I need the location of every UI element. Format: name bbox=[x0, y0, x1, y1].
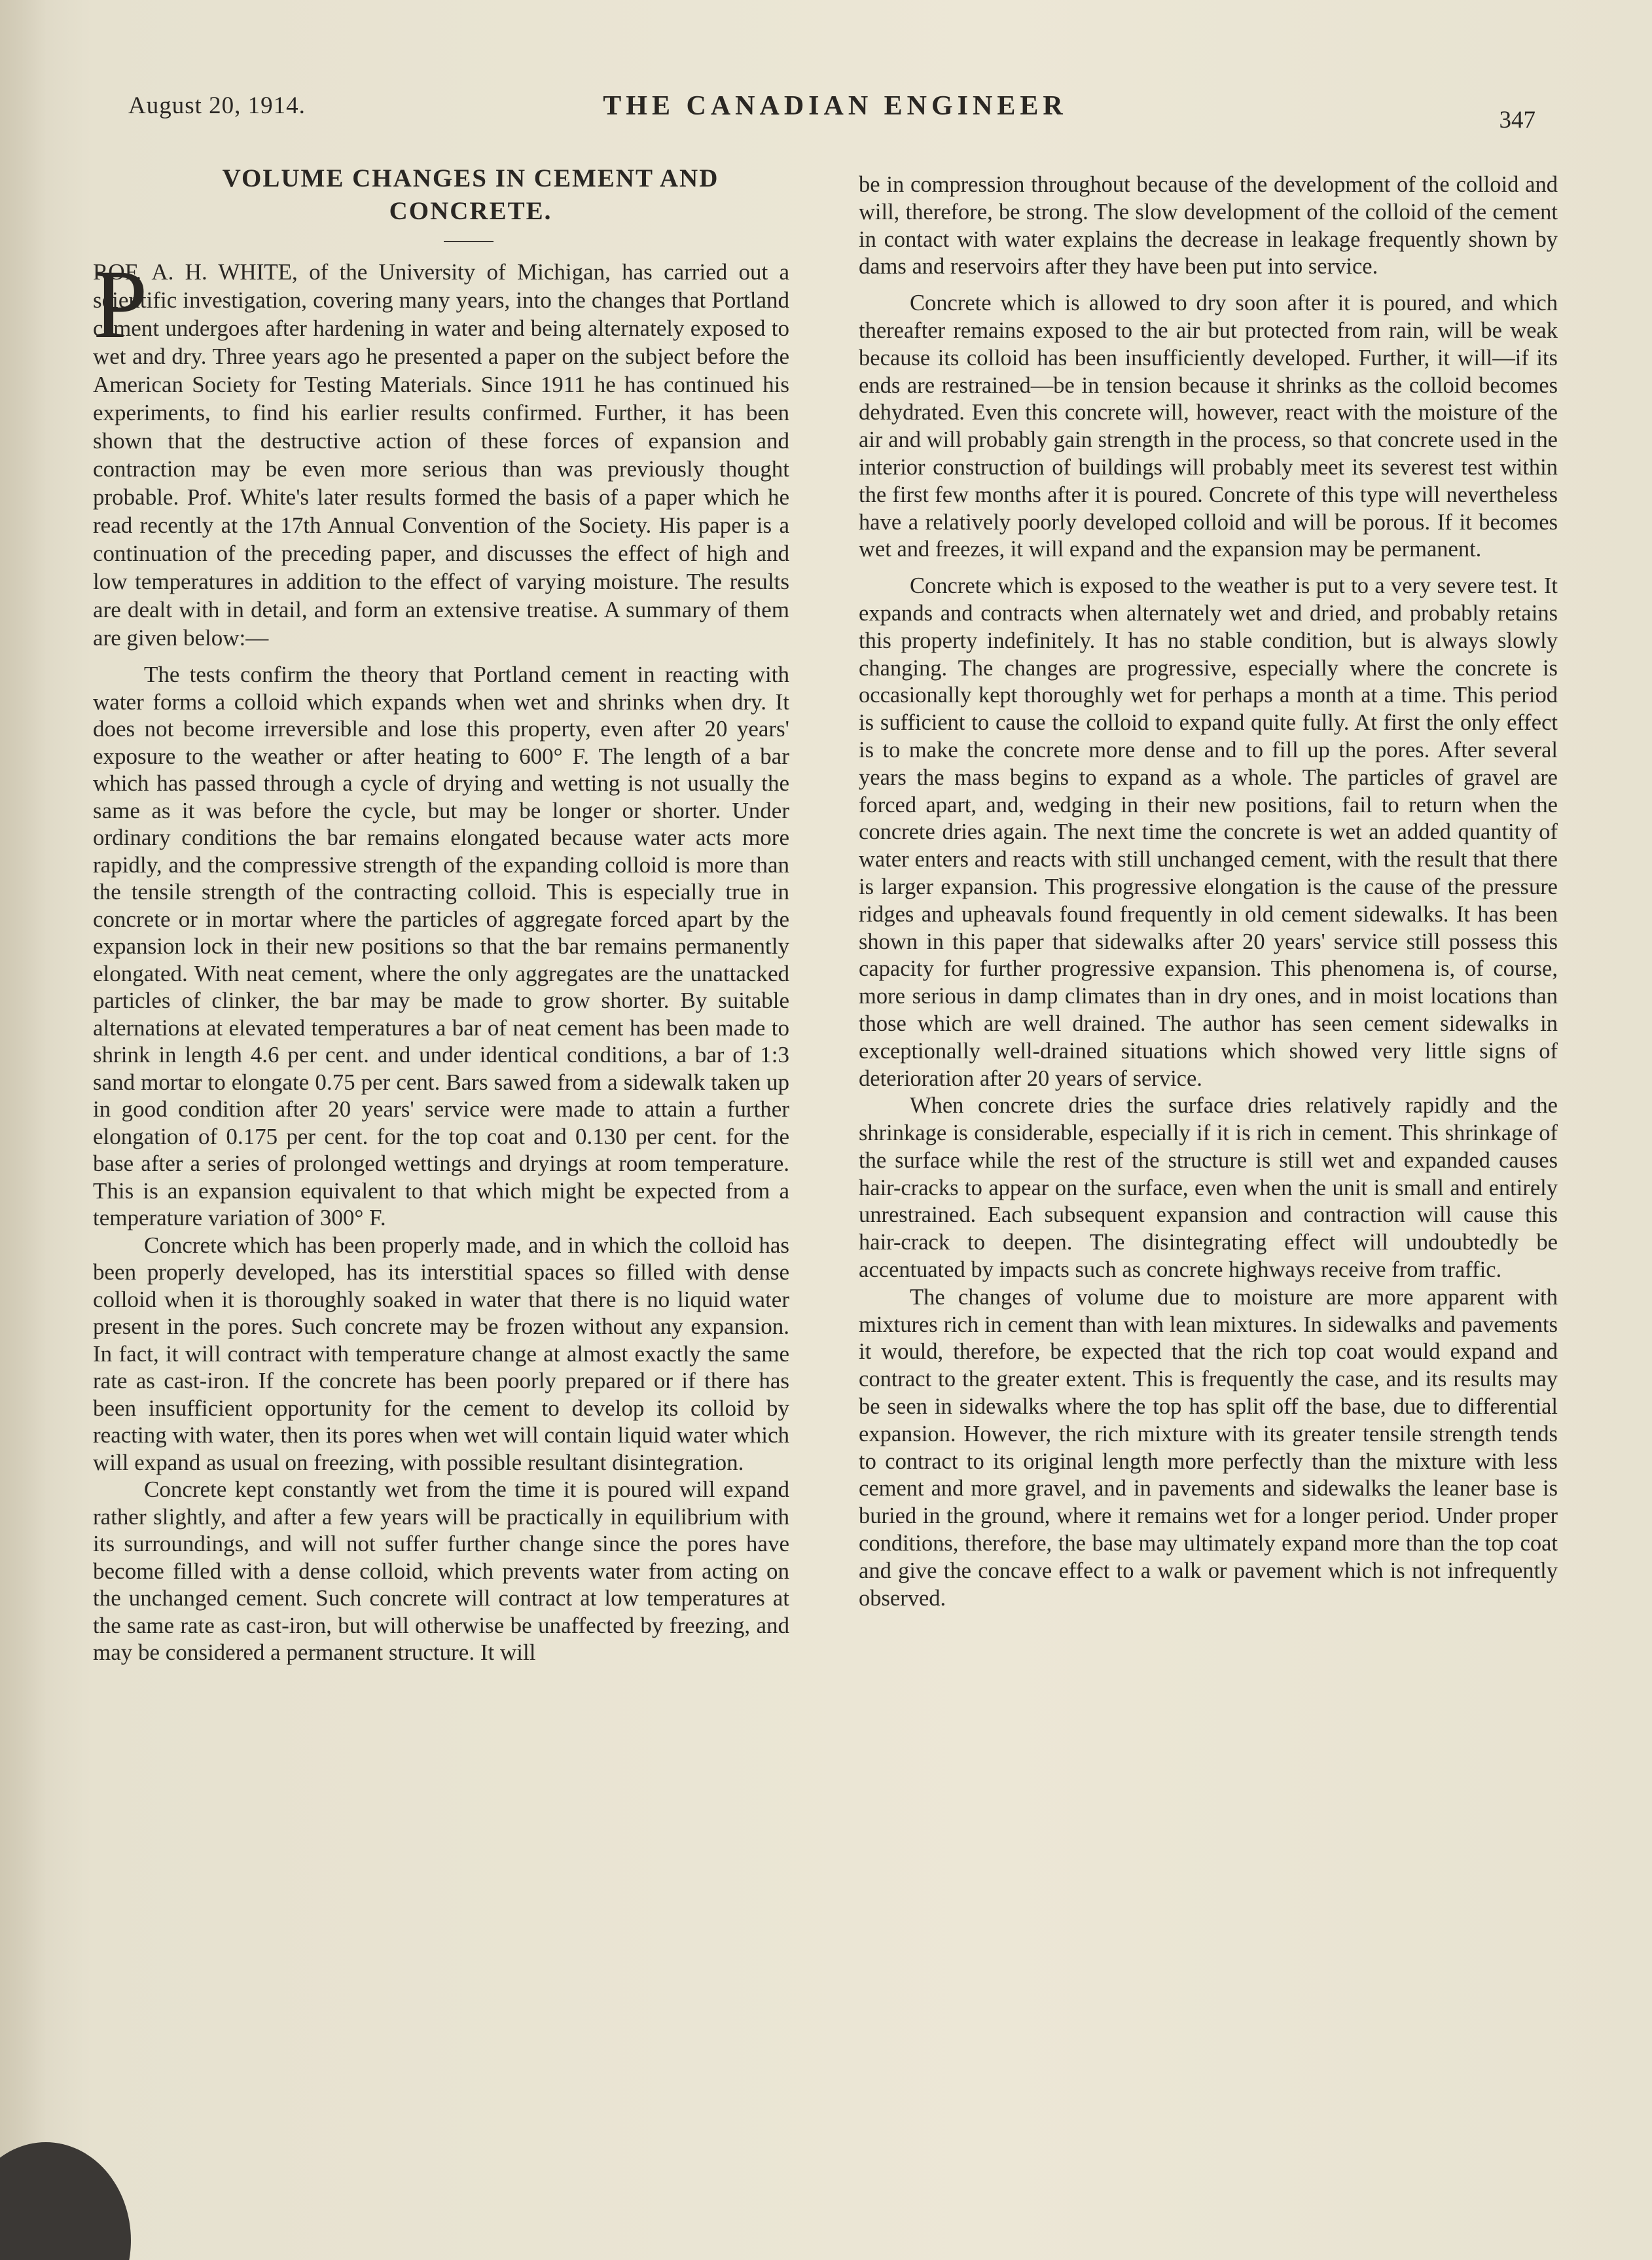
body-paragraph: Concrete which has been properly made, and in which the colloid has been properly developed, has its interstitial spaces so filled with dense colloid when it is thoroughly soaked in water that there is no liquid water present in the pores. Such concrete may be frozen without any expansion. In fact, it will contract with temperature change at almost exactly the same rate as cast-iron. If the concrete has been poorly prepared or if there has been insufficient opportunity for the cement to develop its colloid by reacting with water, then its pores when wet will contain liquid water which will expand as usual on freezing, with possible resultant disintegration. bbox=[93, 1232, 789, 1475]
page-spine-shadow bbox=[0, 0, 46, 2260]
body-paragraph: Concrete kept constantly wet from the time it is poured will expand rather slightly, and after a few years will be practically in equilibrium with its surroundings, and will not suffer further change since the pores have become filled with a dense colloid, which prevents water from acting on the unchanged cement. Such concrete will contract at low temperatures at the same rate as cast-iron, but will otherwise be unaffected by freezing, and may be considered a permanent structure. It will bbox=[93, 1477, 789, 1665]
header-date: August 20, 1914. bbox=[128, 92, 306, 119]
lead-text: ROF. A. H. WHITE, of the University of Michigan, has carried out a scientific investigation, covering many years, into the changes that Portland cement undergoes after hardening in water and being alternately exposed to wet and dry. Three years ago he presented a paper on the subject before the American Society for Testing Materials. Since 1911 he has continued his experiments, to find his earlier results confirmed. Further, it has been shown that the destructive action of these forces of expansion and contraction may be even more serious than was previously thought probable. Prof. White's later results formed the basis of a paper which he read recently at the 17th Annual Convention of the Society. His paper is a continuation of the preceding paper, and discusses the effect of high and low temperatures in addition to the effect of varying moisture. The results are dealt with in detail, and form an extensive treatise. A summary of them are given below:— bbox=[93, 259, 789, 651]
body-paragraph: The changes of volume due to moisture are more apparent with mixtures rich in cement than with lean mixtures. In sidewalks and pavements it would, therefore, be expected that the rich top coat would expand and contract to the greater extent. This is frequently the case, and its results may be seen in sidewalks where the top has split off the base, due to differential expansion. However, the rich mixture with its greater tensile strength tends to contract to its original length more perfectly than the mixture with less cement and more gravel, and in pavements and sidewalks the leaner base is buried in the ground, where it remains wet for a longer period. Under proper conditions, therefore, the base may ultimately expand more than the top coat and give the concave effect to a walk or pavement which is not infrequently observed. bbox=[859, 1284, 1558, 1611]
body-paragraph: Concrete which is exposed to the weather is put to a very severe test. It expands and contracts when alternately wet and dried, and probably retains this property indefinitely. It has no stable condition, but is always slowly changing. The changes are progressive, especially where the concrete is occasionally kept thoroughly wet for perhaps a month at a time. This period is sufficient to cause the colloid to expand quite fully. At first the only effect is to make the concrete more dense and to fill up the pores. After several years the mass begins to expand as a whole. The particles of gravel are forced apart, and, wedging in their new positions, fail to return when the concrete dries again. The next time the concrete is wet an added quantity of water enters and reacts with still unchanged cement, with the result that there is larger expansion. This progressive elongation is the cause of the pressure ridges and upheavals found frequently in old cement sidewalks. It has been shown in this paper that sidewalks after 20 years' service still possess this capacity for further progressive expansion. This phenomena is, of course, more serious in damp climates than in dry ones, and in moist locations than those which are well drained. The author has seen cement sidewalks in exceptionally well-drained situations which showed very little signs of deterioration after 20 years of service. bbox=[859, 573, 1558, 1091]
title-rule bbox=[444, 241, 494, 242]
body-paragraph-continued: be in compression throughout because of the development of the colloid and will, therefore, be strong. The slow development of the colloid of the cement in contact with water explains the decrease in leakage frequently shown by dams and reservoirs after they have been put into service. bbox=[859, 172, 1558, 279]
left-column bbox=[93, 162, 789, 1666]
running-header bbox=[128, 91, 1542, 134]
right-column bbox=[859, 171, 1558, 1612]
drop-cap: P bbox=[93, 250, 148, 359]
body-paragraph: The tests confirm the theory that Portland cement in reacting with water forms a colloid which expands when wet and shrinks when dry. It does not become irreversible and lose this property, even after 20 years' exposure to the weather or after heating to 600° F. The length of a bar which has passed through a cycle of drying and wetting is not usually the same as it was before the cycle, but may be longer or shorter. Under ordinary conditions the bar remains elongated because water acts more rapidly, and the compressive strength of the expanding colloid is more than the tensile strength of the contracting colloid. This is especially true in concrete or in mortar where the particles of aggregate forced apart by the expansion lock in their new positions so that the bar remains permanently elongated. With neat cement, where the only aggregates are the unattacked particles of clinker, the bar may be made to grow shorter. By suitable alternations at elevated temperatures a bar of neat cement has been made to shrink in length 4.6 per cent. and under identical conditions, a bar of 1:3 sand mortar to elongate 0.75 per cent. Bars sawed from a sidewalk taken up in good condition after 20 years' service were made to attain a further elongation of 0.175 per cent. for the top coat and 0.130 per cent. for the base after a series of prolonged wettings and dryings at room temperature. This is an expansion equivalent to that which might be expected from a temperature variation of 300° F. bbox=[93, 662, 789, 1230]
body-paragraph: Concrete which is allowed to dry soon after it is poured, and which thereafter remains exposed to the air but protected from rain, will be weak because its colloid has been insufficiently developed. Further, it will—if its ends are restrained—be in tension because it shrinks as the colloid becomes dehydrated. Even this concrete will, however, react with the moisture of the air and will probably gain strength in the process, so that concrete used in the interior construction of buildings will probably meet its severest test within the first few months after it is poured. Concrete of this type will nevertheless have a relatively poorly developed colloid and will be porous. If it becomes wet and freezes, it will expand and the expansion may be permanent. bbox=[859, 291, 1558, 562]
lead-paragraph bbox=[93, 250, 789, 652]
page-corner-shadow bbox=[0, 2142, 131, 2260]
journal-title: THE CANADIAN ENGINEER bbox=[603, 91, 1068, 121]
body-paragraph: When concrete dries the surface dries relatively rapidly and the shrinkage is considerable, especially if it is rich in cement. This shrinkage of the surface while the rest of the structure is still wet and expanded causes hair-cracks to appear on the surface, even when the unit is small and entirely unrestrained. Each subsequent expansion and contraction will cause this hair-crack to deepen. The disintegrating effect will undoubtedly be accentuated by impacts such as concrete highways receive from traffic. bbox=[859, 1093, 1558, 1283]
page-number: 347 bbox=[1499, 107, 1535, 134]
article-title: VOLUME CHANGES IN CEMENT AND CONCRETE. bbox=[222, 164, 719, 225]
